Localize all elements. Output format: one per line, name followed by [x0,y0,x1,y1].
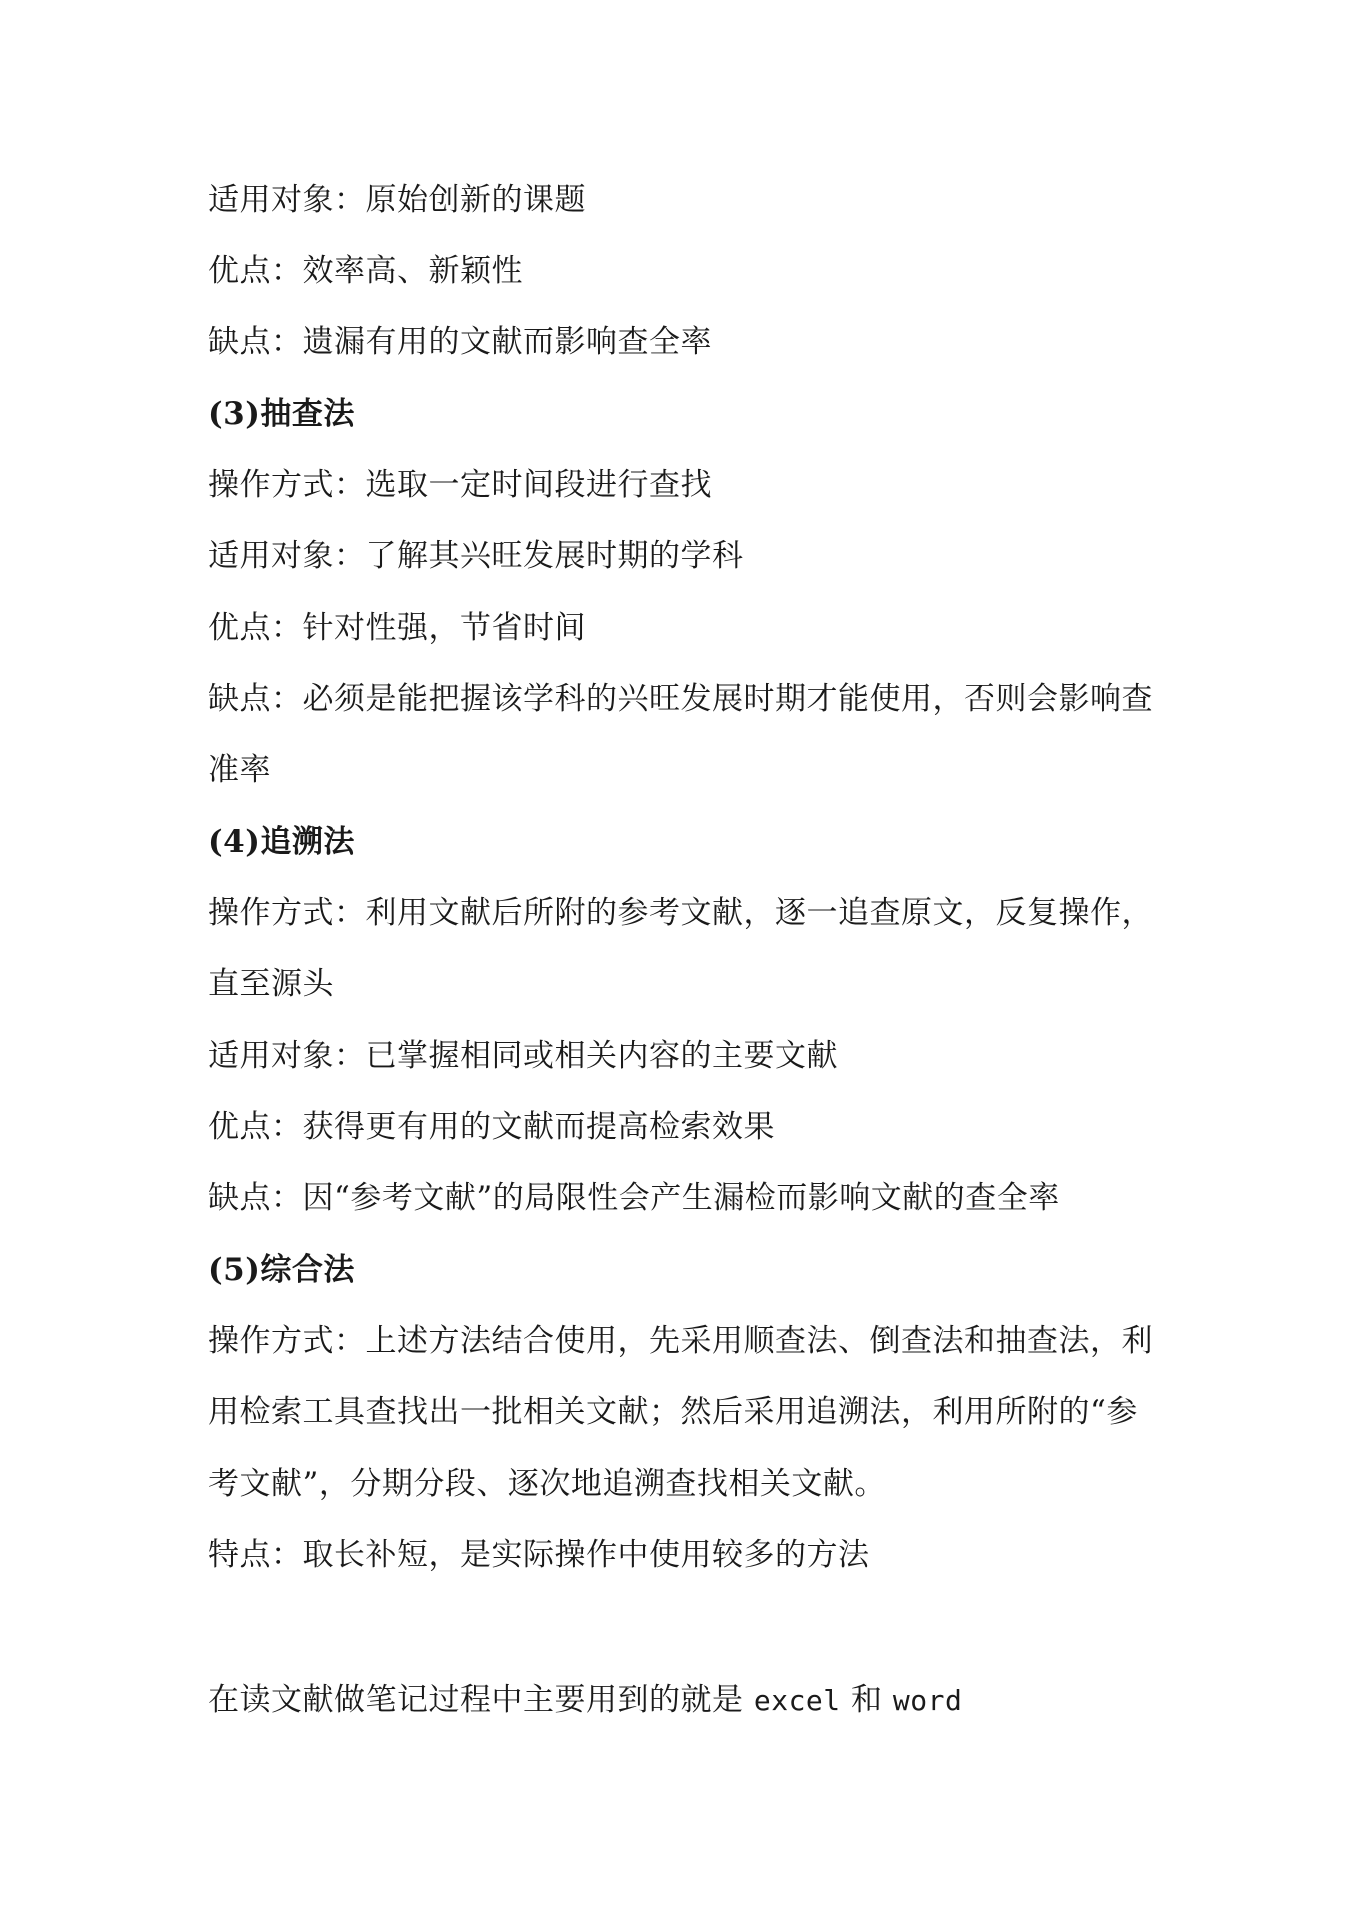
text-line: 缺点：遗漏有用的文献而影响查全率 [208,324,712,360]
text-line: 适用对象：原始创新的课题 [208,182,586,218]
text-line: 优点：效率高、新颖性 [208,253,523,289]
closing-line-conjunction: 和 [851,1682,883,1718]
text-line: 考文献”，分期分段、逐次地追溯查找相关文献。 [208,1466,886,1502]
text-line: 优点：获得更有用的文献而提高检索效果 [208,1109,775,1145]
section-heading: (5)综合法 [208,1252,355,1288]
text-line: 适用对象：已掌握相同或相关内容的主要文献 [208,1038,838,1074]
text-line: 直至源头 [208,966,334,1002]
text-line: 操作方式：选取一定时间段进行查找 [208,467,712,503]
text-line: 操作方式：上述方法结合使用，先采用顺查法、倒查法和抽查法，利 [208,1323,1153,1359]
text-line: 准率 [208,752,271,788]
text-line: 优点：针对性强，节省时间 [208,610,586,646]
closing-line-prefix: 在读文献做笔记过程中主要用到的就是 [208,1682,744,1718]
section-heading: (4)追溯法 [208,824,355,860]
excel-term: excel [753,1684,841,1717]
closing-line [208,1680,1188,1721]
text-line: 用检索工具查找出一批相关文献；然后采用追溯法，利用所附的“参 [208,1394,1138,1430]
text-line: 缺点：因“参考文献”的局限性会产生漏检而影响文献的查全率 [208,1180,1060,1216]
text-line: 特点：取长补短，是实际操作中使用较多的方法 [208,1537,870,1573]
text-line: 操作方式：利用文献后所附的参考文献，逐一追查原文，反复操作， [208,895,1153,931]
text-line: 缺点：必须是能把握该学科的兴旺发展时期才能使用，否则会影响查 [208,681,1153,717]
section-heading: (3)抽查法 [208,396,355,432]
word-term: word [892,1684,963,1717]
text-line: 适用对象：了解其兴旺发展时期的学科 [208,538,744,574]
